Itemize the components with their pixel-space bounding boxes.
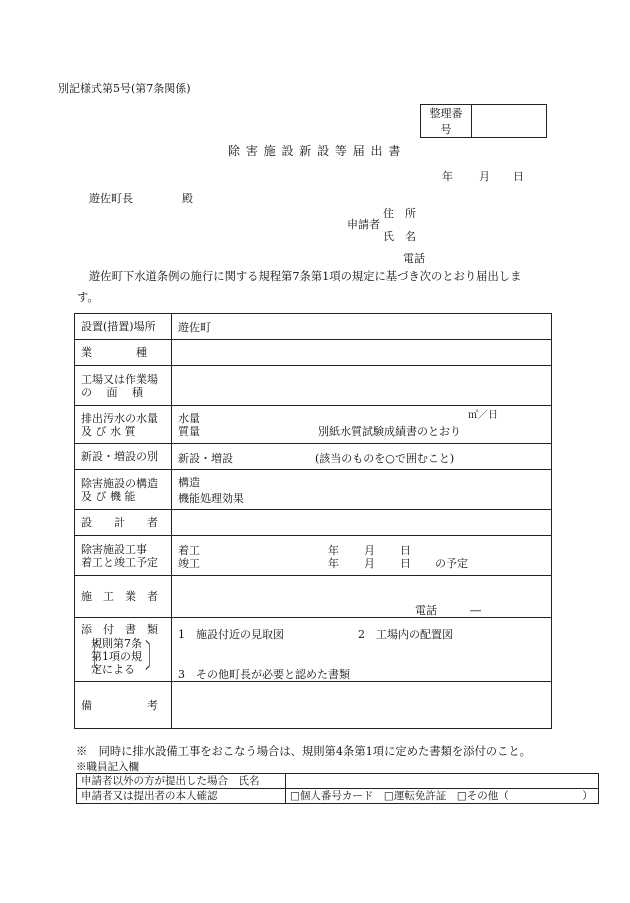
table-row — [75, 444, 552, 470]
staff-table — [76, 773, 599, 804]
location-label: 設置(措置)場所 — [75, 314, 172, 340]
staff-heading: ※職員記入欄 — [76, 761, 139, 773]
addressee: 遊佐町長 — [89, 192, 133, 205]
notification-table — [74, 313, 552, 729]
wastewater-value[interactable] — [172, 406, 552, 444]
start-year: 年 — [328, 544, 339, 557]
form-reference: 別記様式第5号(第7条関係) — [58, 82, 191, 95]
staff-row-2-options[interactable]: □個人番号カード □運転免許証 □その他（ ） — [286, 789, 599, 804]
contractor-label: 施 工 業 者 — [75, 576, 172, 618]
end-label: 竣工 — [178, 557, 200, 570]
start-label: 着工 — [178, 544, 200, 557]
water-quality-label: 質量 — [178, 425, 200, 438]
start-month: 月 — [364, 544, 375, 557]
applicant-phone-label: 電話 — [403, 252, 425, 265]
wastewater-label-line-2: 及 び 水 質 — [81, 424, 136, 438]
table-row — [75, 340, 552, 366]
end-year: 年 — [328, 557, 339, 570]
attachment-item-1: 1 施設付近の見取図 — [178, 628, 284, 641]
facility-structure-label-line-1: 除害施設の構造 — [81, 476, 158, 490]
right-paren-icon: 〕 — [144, 637, 161, 675]
table-row — [75, 510, 552, 536]
schedule-suffix: の予定 — [435, 557, 468, 570]
construction-schedule-label-line-2: 着工と竣工予定 — [81, 555, 158, 569]
honorific: 殿 — [182, 192, 193, 205]
construction-schedule-label-line-1: 除害施設工事 — [81, 542, 147, 556]
construction-schedule-label — [75, 536, 172, 576]
end-month: 月 — [364, 557, 375, 570]
industry-value[interactable] — [172, 340, 552, 366]
applicant-label: 申請者 — [347, 218, 380, 231]
staff-row-1-label: 申請者以外の方が提出した場合 氏名 — [77, 774, 286, 789]
facility-structure-value[interactable] — [172, 470, 552, 510]
remarks-label: 備 考 — [75, 682, 172, 729]
seiri-bango-box — [420, 104, 547, 138]
table-row — [75, 366, 552, 406]
designer-label: 設 計 者 — [75, 510, 172, 536]
staff-row-2-label: 申請者又は提出者の本人確認 — [77, 789, 286, 804]
seiri-bango-label: 整理番号 — [421, 105, 472, 138]
attachments-paren-note — [83, 637, 165, 676]
seiri-bango-field[interactable] — [472, 105, 547, 138]
paren-line-3: 定による — [91, 663, 135, 676]
table-row — [75, 406, 552, 444]
attachment-item-2: 2 工場内の配置図 — [358, 628, 453, 641]
paren-line-2: 第1項の規 — [91, 650, 142, 663]
new-or-expand-label: 新設・増設の別 — [75, 444, 172, 470]
end-day: 日 — [400, 557, 411, 570]
wastewater-label-line-1: 排出汚水の水量 — [81, 411, 158, 425]
table-row — [75, 536, 552, 576]
table-row — [77, 774, 599, 789]
table-row — [75, 470, 552, 510]
area-label-line-2: の 面 積 — [81, 385, 143, 399]
structure-label: 構造 — [178, 475, 200, 489]
date-year: 年 — [442, 170, 453, 183]
table-row — [75, 618, 552, 682]
industry-label: 業 種 — [75, 340, 172, 366]
new-or-expand-options: 新設・増設 — [178, 452, 233, 465]
contractor-phone: 電話 ― — [415, 604, 481, 617]
contractor-value[interactable] — [172, 576, 552, 618]
area-label-line-1: 工場又は作業場 — [81, 372, 158, 386]
intro-line-1: 遊佐町下水道条例の施行に関する規程第7条第1項の規定に基づき次のとおり届出しま — [89, 270, 522, 283]
water-volume-label: 水量 — [178, 412, 200, 425]
left-paren-icon: 〔 — [83, 637, 100, 675]
construction-schedule-value[interactable] — [172, 536, 552, 576]
designer-value[interactable] — [172, 510, 552, 536]
facility-structure-label-line-2: 及 び 機 能 — [81, 489, 136, 503]
applicant-address-label: 住 所 — [383, 207, 416, 220]
document-title: 除 害 施 設 新 設 等 届 出 書 — [228, 144, 402, 158]
attachments-label — [75, 618, 172, 682]
area-label — [75, 366, 172, 406]
area-value[interactable] — [172, 366, 552, 406]
attachments-label-line: 添 付 書 類 — [81, 623, 158, 636]
new-or-expand-note: (該当のものを○で囲むこと) — [315, 452, 455, 465]
date-day: 日 — [513, 170, 524, 183]
table-row — [75, 576, 552, 618]
volume-unit: ㎥／日 — [468, 410, 498, 421]
table-row — [75, 682, 552, 729]
intro-line-2: す。 — [77, 291, 99, 304]
table-row — [75, 314, 552, 340]
table-row — [77, 789, 599, 804]
quality-note: 別紙水質試験成績書のとおり — [318, 425, 461, 438]
wastewater-label — [75, 406, 172, 444]
applicant-name-label: 氏 名 — [383, 230, 416, 243]
attachments-value[interactable] — [172, 618, 552, 682]
location-value[interactable]: 遊佐町 — [172, 314, 552, 340]
date-month: 月 — [479, 170, 490, 183]
footnote: ※ 同時に排水設備工事をおこなう場合は、規則第4条第1項に定めた書類を添付のこと。 — [76, 745, 531, 758]
staff-row-1-value[interactable] — [286, 774, 599, 789]
start-day: 日 — [400, 544, 411, 557]
function-label: 機能処理効果 — [178, 491, 244, 505]
new-or-expand-value[interactable] — [172, 444, 552, 470]
remarks-value[interactable] — [172, 682, 552, 729]
facility-structure-label — [75, 470, 172, 510]
attachment-item-3: 3 その他町長が必要と認めた書類 — [178, 668, 350, 681]
paren-line-1: 規則第7条 — [91, 637, 142, 650]
